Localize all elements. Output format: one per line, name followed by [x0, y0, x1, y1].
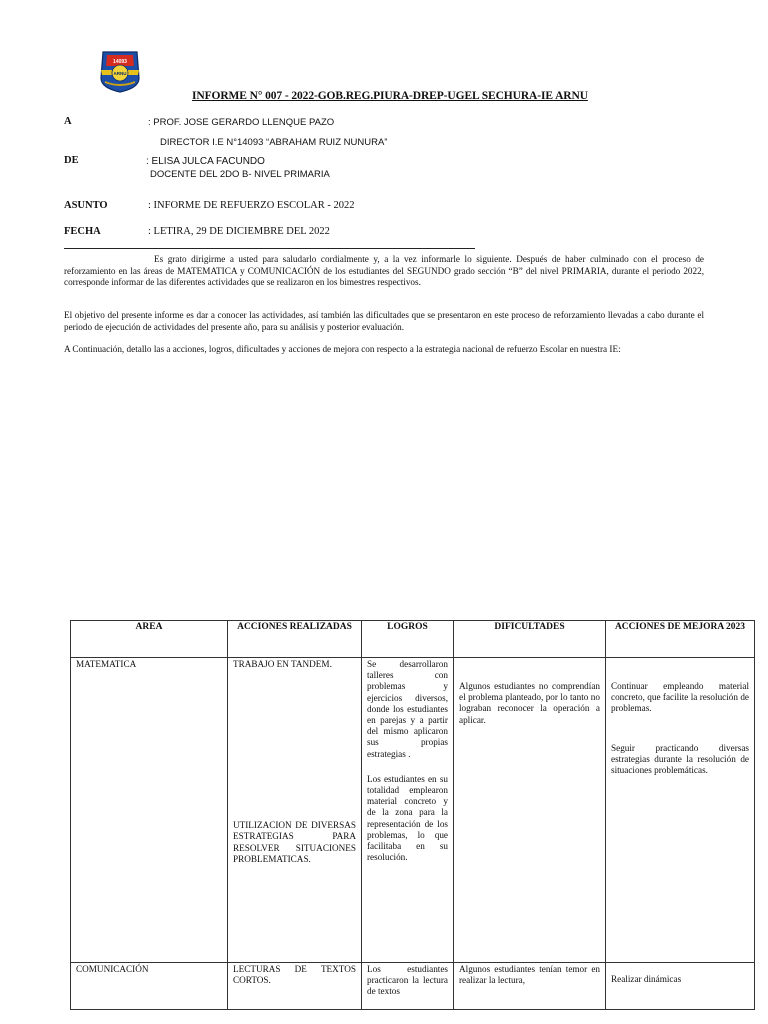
subject-label: ASUNTO — [64, 200, 108, 211]
date-label: FECHA — [64, 226, 101, 237]
acciones-text-1: LECTURAS DE TEXTOS CORTOS. — [233, 964, 356, 986]
logros-text-1: Los estudiantes practicaron la lectura de textos — [367, 964, 448, 997]
cell-dificultades — [454, 658, 606, 963]
logros-text-2: Los estudiantes en su totalidad emplearon material concreto y de la zona para la representación de los problemas, lo que facilitaba en su resolución. — [367, 773, 448, 863]
school-logo — [95, 48, 145, 94]
paragraph-detail: A Continuación, detallo las a acciones, logros, dificultades y acciones de mejora con respecto a la estrategia nacional de refuerzo Escolar en nuestra IE: — [64, 344, 621, 354]
logo-number: 14093 — [113, 59, 127, 65]
date-value: : LETIRA, 29 DE DICIEMBRE DEL 2022 — [148, 226, 330, 237]
dificultades-text: Algunos estudiantes no comprendían el problema planteado, por lo tanto no lograban reconocer la operación a aplicar. — [459, 681, 600, 725]
mejora-text-1: Continuar empleando material concreto, que facilite la resolución de problemas. — [611, 681, 749, 714]
cell-area: COMUNICACIÓN — [71, 963, 228, 1010]
cell-logros — [362, 963, 454, 1010]
to-role: DIRECTOR I.E N°14093 “ABRAHAM RUIZ NUNURA” — [160, 137, 388, 148]
cell-dificultades — [454, 963, 606, 1010]
header-divider — [64, 248, 475, 249]
subject-value: : INFORME DE REFUERZO ESCOLAR - 2022 — [148, 200, 355, 211]
acciones-text-1: TRABAJO EN TANDEM. — [233, 659, 332, 669]
cell-mejora — [606, 658, 755, 963]
table-row — [71, 963, 755, 1010]
cell-area: MATEMATICA — [71, 658, 228, 963]
from-label: DE — [64, 155, 79, 166]
cell-acciones — [228, 658, 362, 963]
document-title: INFORME N° 007 - 2022-GOB.REG.PIURA-DREP-UGEL SECHURA-IE ARNU — [192, 90, 588, 102]
mejora-text-2: Seguir practicando diversas estrategias durante la resolución de situaciones problemáticas. — [611, 742, 749, 776]
paragraph-intro: Es grato dirigirme a usted para saludarlo cordialmente y, a la vez informarle lo siguiente. Después de haber culminado con el proceso de reforzamiento en las áreas de MATEMATICA y COMUNICACIÓN de los estudiantes del SEGUNDO grado sección “B” del nivel PRIMARIA, durante el periodo 2022, corresponde informar de las diferentes actividades que se realizaron en los bimestres respectivos. — [64, 254, 704, 288]
cell-acciones — [228, 963, 362, 1010]
header-mejora: ACCIONES DE MEJORA 2023 — [606, 621, 755, 658]
dificultades-text: Algunos estudiantes tenían temor en realizar la lectura, — [459, 964, 600, 986]
table-row — [71, 658, 755, 963]
paragraph-objective: El objetivo del presente informe es dar a conocer las actividades, así también las dificultades que se presentaron en este proceso de reforzamiento llevadas a cabo durante el periodo de ejecución de actividades del presente año, para su análisis y posterior evaluación. — [64, 310, 704, 332]
header-acciones: ACCIONES REALIZADAS — [228, 621, 362, 658]
to-label: A — [64, 116, 72, 127]
report-table — [70, 620, 755, 1010]
from-name: : ELISA JULCA FACUNDO — [146, 156, 265, 167]
logo-name: ARNU — [113, 71, 127, 76]
header-area: AREA — [71, 621, 228, 658]
mejora-text-1: Realizar dinámicas — [611, 974, 682, 984]
cell-logros — [362, 658, 454, 963]
header-dificultades: DIFICULTADES — [454, 621, 606, 658]
cell-mejora — [606, 963, 755, 1010]
acciones-text-2: UTILIZACION DE DIVERSAS ESTRATEGIAS PARA RESOLVER SITUACIONES PROBLEMATICAS. — [233, 820, 356, 864]
from-role: DOCENTE DEL 2DO B- NIVEL PRIMARIA — [150, 169, 330, 180]
to-name: : PROF. JOSE GERARDO LLENQUE PAZO — [148, 117, 335, 128]
header-logros: LOGROS — [362, 621, 454, 658]
logros-text-1: Se desarrollaron talleres con problemas y ejercicios diversos, donde los estudiantes en parejas y a partir del mismo aplicaron sus propias estrategias . — [367, 659, 448, 759]
table-header-row — [71, 621, 755, 658]
